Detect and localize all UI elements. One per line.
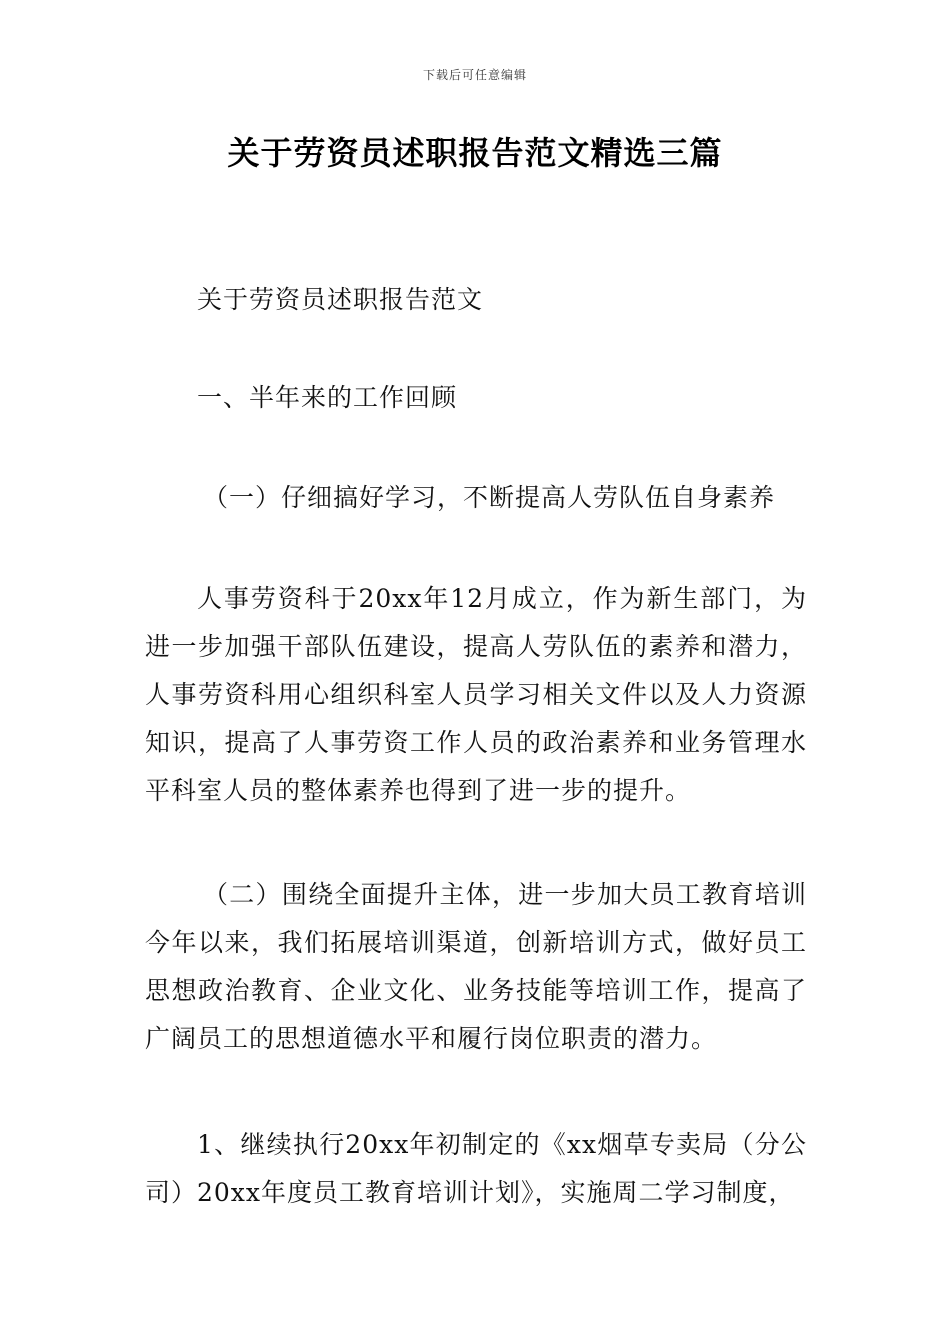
- section-heading-review: 一、半年来的工作回顾: [197, 383, 458, 412]
- section-heading-report: 关于劳资员述职报告范文: [197, 285, 484, 314]
- paragraph-plan: 1、继续执行20xx年初制定的《xx烟草专卖局（分公司）20xx年度员工教育培训计划》，实施周二学习制度，: [145, 1130, 807, 1207]
- subsection-heading-study: （一）仔细搞好学习，不断提高人劳队伍自身素养: [203, 483, 776, 512]
- document-title: 关于劳资员述职报告范文精选三篇: [227, 134, 723, 172]
- paragraph-training: （二）围绕全面提升主体，进一步加大员工教育培训今年以来，我们拓展培训渠道，创新培训方式，做好员工思想政治教育、企业文化、业务技能等培训工作，提高了广阔员工的思想道德水平和履行岗位职责的潜力。: [145, 880, 807, 1053]
- paragraph-study: 人事劳资科于20xx年12月成立，作为新生部门，为进一步加强干部队伍建设，提高人劳队伍的素养和潜力，人事劳资科用心组织科室人员学习相关文件以及人力资源知识，提高了人事劳资工作人员的政治素养和业务管理水平科室人员的整体素养也得到了进一步的提升。: [145, 584, 807, 805]
- header-note: 下载后可任意编辑: [422, 68, 527, 82]
